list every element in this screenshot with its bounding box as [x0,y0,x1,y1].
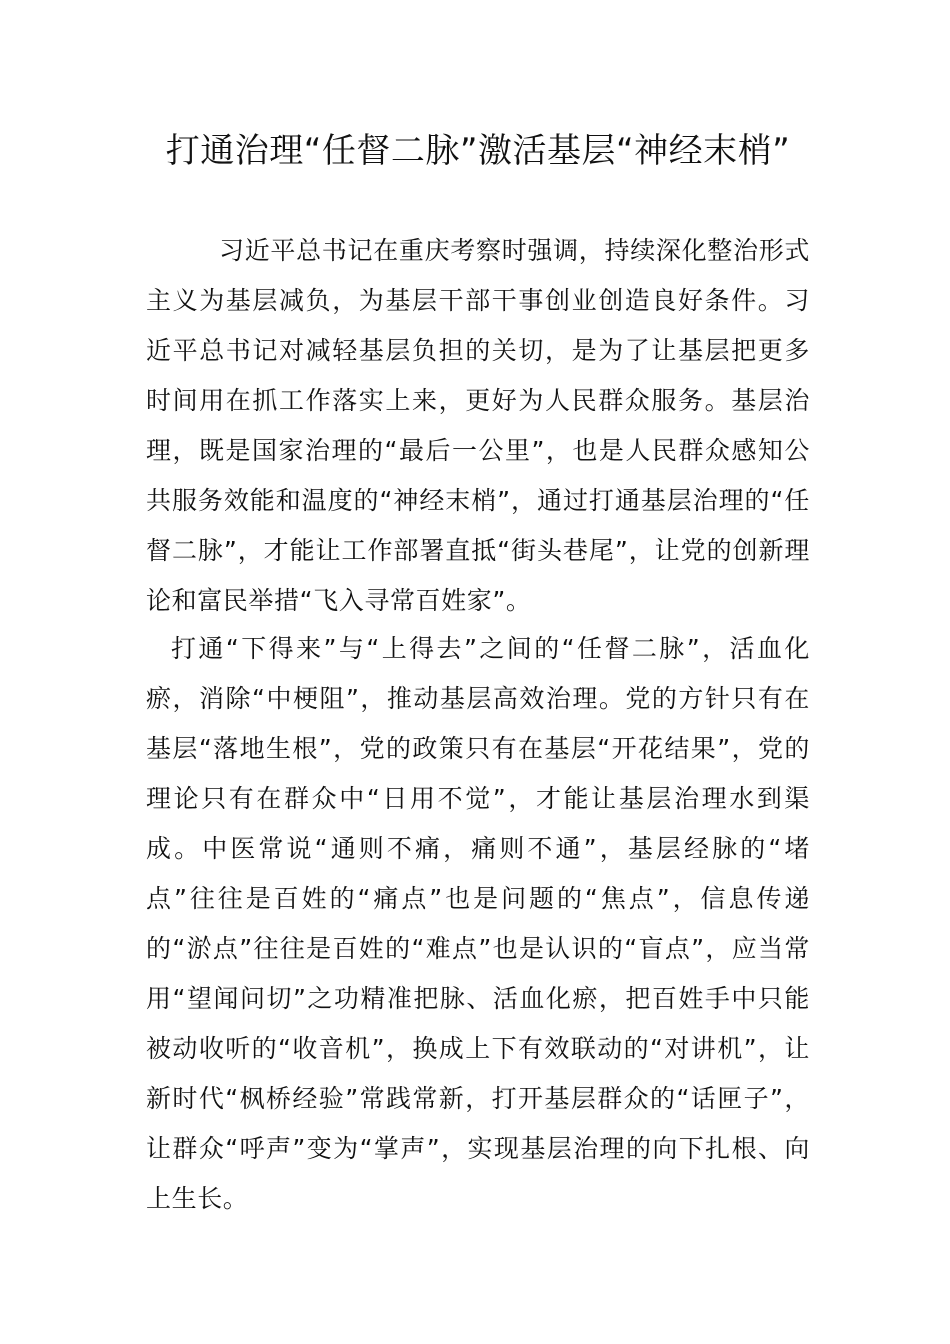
body-paragraph-2: 打通“下得来”与“上得去”之间的“任督二脉”，活血化瘀，消除“中梗阻”，推动基层高效治理。党的方针只有在基层“落地生根”，党的政策只有在基层“开花结果”，党的理论只有在群众中“日用不觉”，才能让基层治理水到渠成。中医常说“通则不痛，痛则不通”，基层经脉的“堵点”往往是百姓的“痛点”也是问题的“焦点”，信息传递的“淤点”往往是百姓的“难点”也是认识的“盲点”，应当常用“望闻问切”之功精准把脉、活血化瘀，把百姓手中只能被动收听的“收音机”，换成上下有效联动的“对讲机”，让新时代“枫桥经验”常践常新，打开基层群众的“话匣子”，让群众“呼声”变为“掌声”，实现基层治理的向下扎根、向上生长。 [146,634,810,1213]
body-paragraph-1: 习近平总书记在重庆考察时强调，持续深化整治形式主义为基层减负，为基层干部干事创业创造良好条件。习近平总书记对减轻基层负担的关切，是为了让基层把更多时间用在抓工作落实上来，更好为人民群众服务。基层治理，既是国家治理的“最后一公里”，也是人民群众感知公共服务效能和温度的“神经末梢”，通过打通基层治理的“任督二脉”，才能让工作部署直抵“街头巷尾”，让党的创新理论和富民举措“飞入寻常百姓家”。 [146,236,810,615]
document-title: 打通治理“任督二脉”激活基层“神经末梢” [165,131,791,171]
